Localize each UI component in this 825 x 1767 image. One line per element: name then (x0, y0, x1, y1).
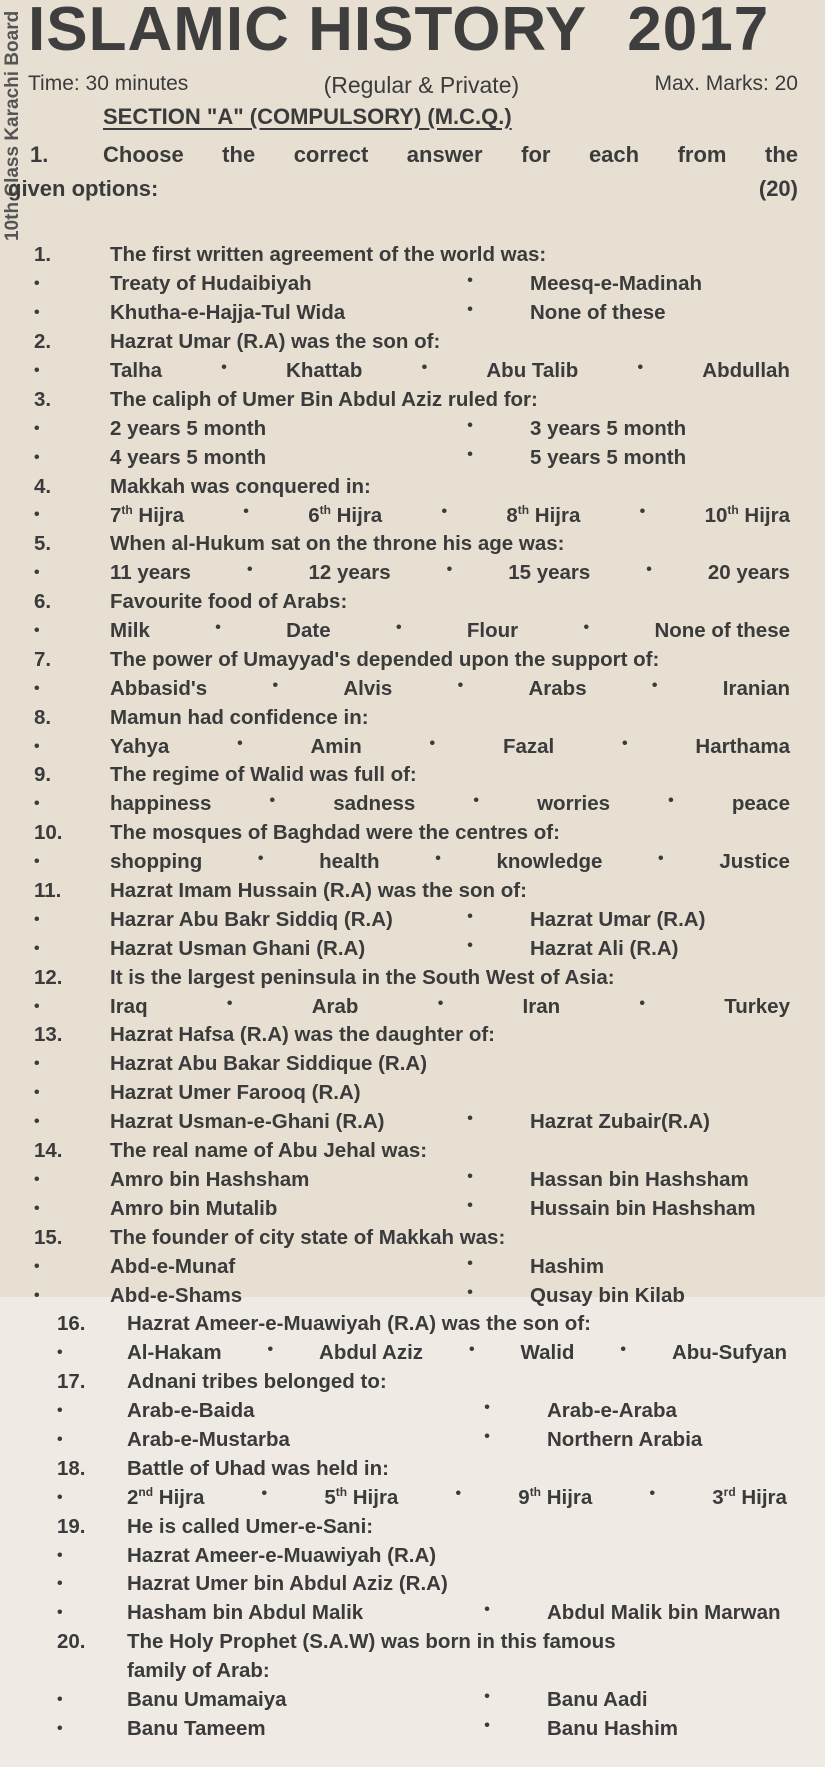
bullet-icon: • (484, 1687, 490, 1705)
bullet-icon: • (269, 792, 276, 810)
bullet-icon: • (639, 503, 646, 521)
options-row (110, 908, 800, 932)
bullet-icon: • (455, 1485, 462, 1503)
question-number: 20. (57, 1630, 86, 1654)
option: 10th Hijra (704, 503, 790, 527)
question-line (0, 328, 825, 357)
options-row (110, 359, 790, 383)
bullet-icon: • (583, 619, 590, 637)
option: 8th Hijra (506, 503, 581, 527)
option: Harthama (695, 734, 790, 758)
option: 5th Hijra (324, 1485, 399, 1510)
bullet-icon: • (272, 676, 279, 694)
question-text: Hazrat Hafsa (R.A) was the daughter of: (110, 1023, 495, 1047)
question-text-cont: family of Arab: (127, 1659, 270, 1683)
question-text: The founder of city state of Makkah was: (110, 1225, 506, 1249)
question-line (0, 1310, 825, 1339)
bullet-icon: • (34, 737, 40, 755)
bullet-icon: • (34, 1084, 40, 1102)
question-line (0, 1050, 825, 1079)
title-year: 2017 (627, 0, 770, 64)
option: Hazrat Ameer-e-Muawiyah (R.A) (127, 1543, 437, 1567)
option: Turkey (724, 994, 790, 1018)
bullet-icon: • (467, 1254, 473, 1272)
question-line (0, 703, 825, 732)
option: 7th Hijra (110, 503, 185, 527)
question-line (0, 1512, 825, 1541)
option: 5 years 5 month (530, 445, 687, 469)
option: Talha (110, 359, 163, 382)
option: Hazrar Abu Bakr Siddiq (R.A) (110, 907, 393, 931)
option: Amro bin Hashsham (110, 1167, 310, 1191)
question-line (0, 877, 825, 906)
bullet-icon: • (34, 1055, 40, 1073)
option: 12 years (308, 561, 391, 585)
question-line (0, 1339, 825, 1368)
bullet-icon: • (34, 304, 40, 322)
option: Yahya (110, 734, 170, 758)
bullet-icon: • (34, 679, 40, 697)
bullet-icon: • (467, 1196, 473, 1214)
bullet-icon: • (34, 910, 40, 928)
option: Iranian (722, 676, 790, 700)
bullet-icon: • (484, 1399, 490, 1417)
option: Banu Tameem (127, 1716, 266, 1740)
bullet-icon: • (57, 1719, 63, 1737)
bullet-icon: • (467, 936, 473, 954)
option: 2nd Hijra (127, 1485, 205, 1510)
option: Al-Hakam (127, 1341, 222, 1365)
question-line (0, 1628, 825, 1657)
option: Alvis (343, 676, 393, 700)
options-row (110, 937, 800, 961)
option: peace (731, 792, 790, 816)
question-line (0, 1368, 825, 1397)
options-row (110, 1110, 800, 1134)
question-line (0, 559, 825, 588)
option: Banu Aadi (547, 1687, 648, 1711)
options-row (110, 301, 800, 325)
bullet-icon: • (649, 1485, 656, 1503)
option: Arab-e-Baida (127, 1399, 255, 1423)
option: Arab (311, 994, 359, 1018)
option: knowledge (496, 850, 603, 874)
options-row (127, 1428, 817, 1452)
question-text: Favourite food of Arabs: (110, 590, 348, 614)
bullet-icon: • (34, 1113, 40, 1131)
bullet-icon: • (34, 506, 40, 524)
options-row (110, 272, 800, 296)
question-line (0, 1657, 825, 1686)
question-text: When al-Hukum sat on the throne his age was: (110, 532, 565, 556)
question-number: 6. (34, 590, 52, 614)
exam-meta (28, 72, 798, 99)
bullet-icon: • (484, 1427, 490, 1445)
question-line (0, 1108, 825, 1137)
question-number: 10. (34, 821, 63, 845)
instruction-marks: (20) (758, 176, 798, 201)
option: Iran (522, 994, 561, 1018)
bullet-icon: • (34, 853, 40, 871)
option: Meesq-e-Madinah (530, 272, 702, 296)
question-text: The power of Umayyad's depended upon the support of: (110, 647, 660, 671)
question-number: 17. (57, 1370, 86, 1394)
option: Arab-e-Araba (547, 1399, 677, 1423)
option: Hasham bin Abdul Malik (127, 1601, 364, 1625)
question-line (0, 1194, 825, 1223)
option: Abu Talib (486, 359, 579, 382)
bullet-icon: • (658, 850, 664, 868)
bullet-icon: • (226, 994, 233, 1012)
question-line (0, 1426, 825, 1455)
bullet-icon: • (57, 1546, 63, 1564)
option: 15 years (508, 561, 591, 585)
bullet-icon: • (467, 272, 473, 290)
bullet-icon: • (429, 734, 436, 752)
option: Hazrat Ali (R.A) (530, 936, 679, 960)
question-text: He is called Umer-e-Sani: (127, 1514, 374, 1538)
option: Abdul Aziz (319, 1341, 424, 1365)
question-line (0, 588, 825, 617)
bullet-icon: • (639, 994, 646, 1012)
question-text: Mamun had confidence in: (110, 705, 369, 729)
option: happiness (110, 792, 212, 816)
option: Northern Arabia (547, 1427, 703, 1451)
question-line (0, 1686, 825, 1715)
question-line (0, 819, 825, 848)
bullet-icon: • (261, 1485, 268, 1503)
question-number: 1. (34, 243, 52, 267)
options-row (110, 561, 790, 585)
option: Hazrat Usman-e-Ghani (R.A) (110, 1110, 385, 1134)
question-line (0, 732, 825, 761)
option: Hazrat Umer Farooq (R.A) (110, 1081, 361, 1105)
question-text: Hazrat Umar (R.A) was the son of: (110, 330, 441, 354)
side-label: 10th Class Karachi Board (2, 10, 23, 241)
option: Qusay bin Kilab (530, 1283, 685, 1307)
bullet-icon: • (668, 792, 674, 810)
bullet-icon: • (395, 619, 402, 637)
bullet-icon: • (215, 619, 221, 637)
options-row (110, 1168, 800, 1192)
bullet-icon: • (467, 416, 473, 434)
option: Banu Umamaiya (127, 1687, 287, 1711)
question-number: 11. (34, 879, 62, 903)
bullet-icon: • (57, 1402, 63, 1420)
question-number: 16. (57, 1312, 86, 1336)
option: health (319, 850, 380, 874)
bullet-icon: • (34, 1199, 40, 1217)
bullet-icon: • (246, 561, 253, 579)
bullet-icon: • (34, 419, 40, 437)
bullet-icon: • (421, 359, 428, 376)
option: 4 years 5 month (110, 445, 267, 469)
bullet-icon: • (620, 1341, 626, 1359)
option: 11 years (110, 561, 191, 585)
question-number: 4. (34, 474, 52, 498)
question-line (0, 443, 825, 472)
bullet-icon: • (467, 907, 473, 925)
question-line (0, 1079, 825, 1108)
bullet-icon: • (34, 275, 40, 293)
question-line (0, 472, 825, 501)
bullet-icon: • (57, 1604, 63, 1622)
question-line (0, 848, 825, 877)
bullet-icon: • (437, 994, 444, 1012)
question-text: Makkah was conquered in: (110, 474, 371, 498)
bullet-icon: • (237, 734, 243, 752)
option: Milk (110, 619, 150, 643)
option: Date (286, 619, 331, 643)
question-line (0, 761, 825, 790)
question-line (0, 299, 825, 328)
question-line (0, 645, 825, 674)
question-number: 13. (34, 1023, 63, 1047)
question-line (0, 1281, 825, 1310)
option: worries (537, 792, 611, 816)
bullet-icon: • (467, 301, 473, 319)
bullet-icon: • (57, 1430, 63, 1448)
bullet-icon: • (34, 1170, 40, 1188)
question-line (0, 905, 825, 934)
exam-type: (Regular & Private) (323, 72, 520, 98)
question-line (0, 1166, 825, 1195)
question-text: Hazrat Ameer-e-Muawiyah (R.A) was the son of: (127, 1312, 591, 1336)
question-text: The mosques of Baghdad were the centres of: (110, 821, 560, 845)
question-line (0, 385, 825, 414)
option: Fazal (502, 734, 555, 758)
question-number: 7. (34, 647, 52, 671)
question-line (0, 1137, 825, 1166)
option: 20 years (707, 561, 790, 585)
bullet-icon: • (637, 359, 644, 376)
option: 2 years 5 month (110, 416, 267, 440)
option: Hazrat Umer bin Abdul Aziz (R.A) (127, 1572, 448, 1596)
options-row (110, 850, 790, 874)
option: Abu-Sufyan (671, 1341, 787, 1365)
option: Hassan bin Hashsham (530, 1167, 749, 1191)
question-line (0, 1570, 825, 1599)
option: Amro bin Mutalib (110, 1196, 278, 1220)
question-number: 9. (34, 763, 52, 787)
question-number: 19. (57, 1514, 86, 1538)
question-text: It is the largest peninsula in the South West of Asia: (110, 965, 615, 989)
option: Abdul Malik bin Marwan (547, 1601, 781, 1625)
question-text: Adnani tribes belonged to: (127, 1370, 387, 1394)
title-text: ISLAMIC HISTORY (28, 0, 588, 64)
question-line (0, 617, 825, 646)
max-marks: Max. Marks: 20 (654, 72, 798, 95)
question-line (0, 992, 825, 1021)
option: 3rd Hijra (712, 1485, 787, 1510)
question-line (0, 1714, 825, 1743)
option: Abdullah (702, 359, 790, 382)
options-row (127, 1485, 787, 1510)
bullet-icon: • (34, 997, 40, 1015)
question-line (0, 1223, 825, 1252)
bullet-icon: • (34, 1286, 40, 1304)
option: sadness (333, 792, 416, 816)
bullet-icon: • (221, 359, 227, 376)
instruction-number: 1. (30, 142, 49, 167)
option: Hashim (530, 1254, 605, 1278)
bullet-icon: • (441, 503, 448, 521)
question-line (0, 501, 825, 530)
bullet-icon: • (467, 1283, 473, 1301)
question-line (0, 674, 825, 703)
option: Flour (466, 619, 519, 643)
question-text: The regime of Walid was full of: (110, 763, 417, 787)
options-row (110, 1255, 800, 1279)
bullet-icon: • (484, 1601, 490, 1619)
option: Banu Hashim (547, 1716, 678, 1740)
question-number: 8. (34, 705, 52, 729)
bullet-icon: • (457, 676, 464, 694)
question-number: 18. (57, 1456, 86, 1480)
question-text: Battle of Uhad was held in: (127, 1456, 389, 1480)
options-row (110, 417, 800, 441)
option: Hazrat Umar (R.A) (530, 907, 706, 931)
option: 6th Hijra (308, 503, 383, 527)
options-row (110, 503, 790, 528)
option: 3 years 5 month (530, 416, 687, 440)
options-row (110, 677, 790, 701)
option: shopping (110, 850, 203, 874)
question-line (0, 934, 825, 963)
option: Abd-e-Munaf (110, 1254, 236, 1278)
bullet-icon: • (34, 362, 40, 379)
question-line (0, 357, 825, 386)
question-line (0, 1397, 825, 1426)
bullet-icon: • (57, 1690, 63, 1708)
bullet-icon: • (34, 448, 40, 466)
time-label: Time: 30 minutes (28, 72, 189, 95)
question-number: 15. (34, 1225, 63, 1249)
option: None of these (654, 619, 790, 643)
question-line (0, 1252, 825, 1281)
options-row (110, 619, 790, 643)
bullet-icon: • (622, 734, 628, 752)
bullet-icon: • (651, 676, 658, 694)
option: Hazrat Abu Bakar Siddique (R.A) (110, 1052, 428, 1076)
question-number: 5. (34, 532, 52, 556)
bullet-icon: • (473, 792, 479, 810)
option: Treaty of Hudaibiyah (110, 272, 312, 296)
bullet-icon: • (267, 1341, 274, 1359)
bullet-icon: • (467, 445, 473, 463)
question-number: 14. (34, 1139, 63, 1163)
options-row (127, 1601, 817, 1625)
option: 9th Hijra (518, 1485, 593, 1510)
bullet-icon: • (34, 622, 40, 640)
bullet-icon: • (467, 1110, 473, 1128)
options-row (127, 1717, 817, 1741)
question-line (0, 1541, 825, 1570)
options-row (127, 1341, 787, 1365)
option: Iraq (110, 994, 148, 1018)
question-line (0, 1483, 825, 1512)
instruction (8, 142, 798, 202)
bullet-icon: • (446, 561, 453, 579)
bullet-icon: • (243, 503, 249, 521)
question-line (0, 270, 825, 299)
question-line (0, 241, 825, 270)
question-text: The Holy Prophet (S.A.W) was born in this famous (127, 1630, 616, 1654)
page-title (28, 0, 769, 65)
option: Walid (520, 1341, 575, 1365)
question-line (0, 1599, 825, 1628)
bullet-icon: • (57, 1575, 63, 1593)
question-number: 2. (34, 330, 52, 354)
option: Khutha-e-Hajja-Tul Wida (110, 301, 346, 325)
question-line (0, 530, 825, 559)
question-line (0, 1021, 825, 1050)
bullet-icon: • (34, 795, 40, 813)
bullet-icon: • (469, 1341, 475, 1359)
bullet-icon: • (435, 850, 441, 868)
bullet-icon: • (57, 1488, 63, 1506)
question-line (0, 414, 825, 443)
question-number: 3. (34, 387, 52, 411)
bullet-icon: • (467, 1167, 473, 1185)
bullet-icon: • (57, 1344, 63, 1362)
option: Arab-e-Mustarba (127, 1427, 290, 1451)
option: Abbasid's (110, 676, 208, 700)
question-list (0, 241, 825, 1743)
option: Justice (719, 850, 790, 874)
question-line (0, 963, 825, 992)
option: Arabs (528, 676, 587, 700)
question-line (0, 1454, 825, 1483)
question-number: 12. (34, 965, 63, 989)
option: Khattab (286, 359, 363, 382)
bullet-icon: • (34, 564, 40, 582)
option: Abd-e-Shams (110, 1283, 243, 1307)
options-row (110, 446, 800, 470)
section-heading: SECTION "A" (COMPULSORY) (M.C.Q.) (103, 104, 512, 129)
options-row (110, 1284, 800, 1308)
question-text: Hazrat Imam Hussain (R.A) was the son of: (110, 879, 527, 903)
option: Hazrat Zubair(R.A) (530, 1110, 710, 1134)
bullet-icon: • (646, 561, 652, 579)
options-row (110, 1197, 800, 1221)
option: None of these (530, 301, 666, 325)
bullet-icon: • (34, 939, 40, 957)
option: Amin (310, 734, 362, 758)
question-text: The first written agreement of the world was: (110, 243, 547, 267)
option: Hazrat Usman Ghani (R.A) (110, 936, 366, 960)
options-row (110, 995, 790, 1019)
options-row (127, 1688, 817, 1712)
options-row (127, 1399, 817, 1423)
question-text: The real name of Abu Jehal was: (110, 1139, 428, 1163)
bullet-icon: • (257, 850, 264, 868)
question-line (0, 790, 825, 819)
options-row (110, 792, 790, 816)
question-text: The caliph of Umer Bin Abdul Aziz ruled for: (110, 387, 538, 411)
instruction-text: Choose the correct answer for each from the (103, 142, 798, 167)
bullet-icon: • (484, 1716, 490, 1734)
bullet-icon: • (34, 1257, 40, 1275)
option: Hussain bin Hashsham (530, 1196, 756, 1220)
instruction-text-2: given options: (8, 176, 159, 201)
options-row (110, 735, 790, 759)
